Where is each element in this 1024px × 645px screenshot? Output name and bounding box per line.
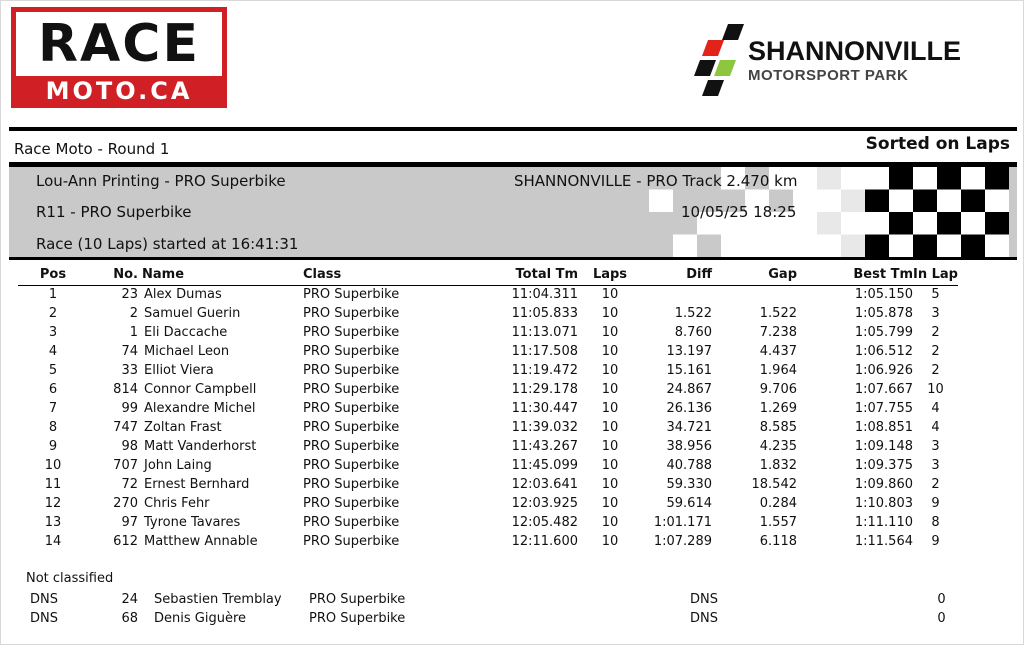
nc-cell-inlap: 0 [937,592,946,607]
sponsor-class: Lou-Ann Printing - PRO Superbike [36,172,286,190]
table-row [18,399,958,418]
flag-square [745,235,769,258]
cell-class: PRO Superbike [303,306,400,321]
nc-cell-empty [584,609,648,628]
cell-best: 1:09.148 [854,439,913,454]
col-laps: Laps [592,267,628,282]
cell-inlap: 10 [927,382,944,397]
flag-square [913,235,937,258]
cell-gap: 4.235 [759,439,797,454]
nc-cell-pos: DNS [30,592,58,607]
cell-diff: 59.614 [666,496,712,511]
cell-no: 747 [113,420,138,435]
nc-cell-class: PRO Superbike [309,611,406,626]
cell-name: Michael Leon [144,344,230,359]
cell-class: PRO Superbike [303,458,400,473]
cell-inlap: 3 [931,306,940,321]
nc-cell-empty [718,590,803,609]
cell-inlap: 9 [931,534,940,549]
cell-best: 1:09.860 [854,477,913,492]
flag-square [793,235,817,258]
cell-diff: 34.721 [666,420,712,435]
cell-pos: 9 [48,439,58,454]
cell-best: 1:06.926 [854,363,913,378]
cell-gap: 18.542 [751,477,797,492]
cell-no: 99 [121,401,138,416]
flag-square [985,212,1009,235]
cell-laps: 10 [601,439,619,454]
cell-diff: 8.760 [674,325,712,340]
shannonville-logo [690,24,1015,96]
flag-square [865,167,889,190]
nc-cell-empty [718,609,803,628]
cell-gap: 1.557 [759,515,797,530]
flag-square [793,190,817,213]
table-row [18,475,958,494]
cell-class: PRO Superbike [303,515,400,530]
nc-cell-empty [803,590,919,609]
flag-square [721,235,745,258]
race-start-info: Race (10 Laps) started at 16:41:31 [36,235,299,253]
flag-square [961,235,985,258]
sort-label: Sorted on Laps [865,134,1010,154]
cell-pos: 13 [44,515,62,530]
cell-total: 12:05.482 [511,515,578,530]
flag-square [889,190,913,213]
flag-square [841,167,865,190]
not-classified-table [18,590,964,628]
cell-total: 12:11.600 [511,534,578,549]
cell-name: Alexandre Michel [144,401,256,416]
cell-name: Matthew Annable [144,534,258,549]
cell-no: 74 [121,344,138,359]
flag-square [841,190,865,213]
flag-square [889,235,913,258]
cell-inlap: 5 [931,287,940,303]
cell-inlap: 9 [931,496,940,511]
results-table [18,267,958,551]
cell-total: 11:29.178 [511,382,578,397]
flag-square [817,212,841,235]
cell-inlap: 3 [931,439,940,454]
cell-pos: 11 [44,477,62,492]
cell-name: John Laing [144,458,212,473]
table-row [18,532,958,551]
flag-square [961,212,985,235]
cell-laps: 10 [601,325,619,340]
cell-total: 11:45.099 [511,458,578,473]
nc-cell-name: Sebastien Tremblay [154,592,282,607]
cell-name: Alex Dumas [144,287,222,303]
cell-diff: 40.788 [666,458,712,473]
cell-diff: 1:07.289 [653,534,712,549]
flag-square [985,190,1009,213]
cell-best: 1:06.512 [854,344,913,359]
table-row [18,513,958,532]
cell-total: 12:03.641 [511,477,578,492]
nc-cell-no: 68 [121,611,138,626]
cell-pos: 1 [48,287,58,303]
flag-square [865,235,889,258]
flag-square [769,235,793,258]
cell-diff [642,285,712,304]
event-title: Race Moto - Round 1 [14,140,170,158]
cell-diff: 13.197 [666,344,712,359]
cell-laps: 10 [601,306,619,321]
cell-gap: 8.585 [759,420,797,435]
cell-class: PRO Superbike [303,439,400,454]
cell-pos: 2 [48,306,58,321]
cell-name: Eli Daccache [144,325,228,340]
cell-no: 2 [129,306,138,321]
nc-row [18,590,964,609]
shannonville-flag-icon [690,24,748,96]
cell-pos: 5 [48,363,58,378]
race-moto-logo-top: RACE [38,14,200,74]
cell-gap: 6.118 [759,534,797,549]
table-row [18,342,958,361]
cell-total: 11:43.267 [511,439,578,454]
nc-cell-empty [459,609,584,628]
cell-no: 270 [113,496,138,511]
nc-cell-class: PRO Superbike [309,592,406,607]
table-row [18,361,958,380]
cell-pos: 12 [44,496,62,511]
race-id: R11 - PRO Superbike [36,203,192,221]
cell-best: 1:05.878 [854,306,913,321]
flag-square [865,212,889,235]
flag-square [937,235,961,258]
cell-name: Matt Vanderhorst [144,439,257,454]
cell-inlap: 2 [931,325,940,340]
flag-square [841,235,865,258]
cell-name: Samuel Guerin [144,306,241,321]
cell-best: 1:07.667 [854,382,913,397]
cell-name: Tyrone Tavares [144,515,241,530]
flag-square [913,190,937,213]
cell-laps: 10 [601,363,619,378]
cell-laps: 10 [601,515,619,530]
cell-pos: 14 [44,534,62,549]
cell-total: 11:30.447 [511,401,578,416]
flag-square [913,212,937,235]
nc-cell-diff: DNS [690,592,718,607]
flag-square [985,167,1009,190]
cell-diff: 59.330 [666,477,712,492]
col-diff: Diff [686,267,712,282]
cell-gap: 7.238 [759,325,797,340]
cell-class: PRO Superbike [303,477,400,492]
cell-gap: 0.284 [759,496,797,511]
cell-no: 1 [129,325,138,340]
race-moto-logo-bottom: MOTO.CA [45,77,193,105]
col-inlap: In Lap [913,267,958,282]
race-datetime: 10/05/25 18:25 [681,203,797,221]
cell-no: 707 [113,458,138,473]
nc-cell-empty [584,590,648,609]
flag-square [961,167,985,190]
col-gap: Gap [768,267,797,282]
cell-name: Connor Campbell [144,382,257,397]
cell-inlap: 8 [931,515,940,530]
table-row [18,418,958,437]
cell-gap: 4.437 [759,344,797,359]
table-row [18,437,958,456]
cell-total: 11:05.833 [511,306,578,321]
col-total: Total Tm [515,267,578,282]
flag-square [961,190,985,213]
nc-cell-no: 24 [121,592,138,607]
table-row [18,304,958,323]
cell-no: 23 [121,287,138,303]
cell-class: PRO Superbike [303,363,400,378]
nc-cell-empty [803,609,919,628]
cell-best: 1:07.755 [854,401,913,416]
cell-total: 11:17.508 [511,344,578,359]
cell-class: PRO Superbike [303,382,400,397]
cell-diff: 24.867 [666,382,712,397]
results-header-row [18,267,958,285]
cell-no: 814 [113,382,138,397]
flag-square [649,190,673,213]
nc-cell-name: Denis Giguère [154,611,246,626]
cell-best: 1:05.799 [854,325,913,340]
cell-laps: 10 [601,534,619,549]
table-row [18,494,958,513]
cell-gap: 1.522 [759,306,797,321]
race-moto-logo-inner [16,12,222,76]
cell-inlap: 2 [931,477,940,492]
cell-name: Ernest Bernhard [144,477,250,492]
nc-cell-diff: DNS [690,611,718,626]
cell-total: 11:39.032 [511,420,578,435]
nc-cell-inlap: 0 [937,611,946,626]
cell-laps: 10 [601,287,619,303]
flag-square [673,235,697,258]
cell-pos: 4 [48,344,58,359]
flag-square [817,167,841,190]
col-no: No. [113,267,138,282]
cell-total: 11:13.071 [511,325,578,340]
col-best: Best Tm [853,267,913,282]
cell-inlap: 4 [931,401,940,416]
flag-square [937,212,961,235]
cell-class: PRO Superbike [303,496,400,511]
top-rule [9,127,1017,131]
band-bottom-rule [9,257,1017,260]
flag-square [841,212,865,235]
col-pos: Pos [39,267,67,282]
nc-cell-empty [459,590,584,609]
cell-inlap: 2 [931,363,940,378]
cell-laps: 10 [601,477,619,492]
flag-square [817,190,841,213]
cell-pos: 3 [48,325,58,340]
cell-laps: 10 [601,382,619,397]
cell-laps: 10 [601,458,619,473]
cell-class: PRO Superbike [303,325,400,340]
flag-square [865,190,889,213]
cell-diff: 1:01.171 [653,515,712,530]
cell-best: 1:08.851 [854,420,913,435]
cell-name: Chris Fehr [144,496,210,511]
cell-gap: 9.706 [759,382,797,397]
col-name: Name [142,267,185,282]
flag-square [937,190,961,213]
flag-square [937,167,961,190]
col-class: Class [303,267,342,282]
track-info: SHANNONVILLE - PRO Track 2.470 km [514,172,798,190]
cell-diff: 38.956 [666,439,712,454]
cell-total: 11:19.472 [511,363,578,378]
table-row [18,380,958,399]
table-row [18,323,958,342]
cell-pos: 8 [48,420,58,435]
cell-name: Elliot Viera [144,363,214,378]
flag-square [985,235,1009,258]
cell-class: PRO Superbike [303,534,400,549]
flag-square [793,212,817,235]
cell-class: PRO Superbike [303,344,400,359]
cell-laps: 10 [601,420,619,435]
cell-no: 72 [121,477,138,492]
nc-row [18,609,964,628]
flag-square [913,167,937,190]
nc-cell-pos: DNS [30,611,58,626]
flag-square [889,212,913,235]
cell-no: 97 [121,515,138,530]
cell-diff: 15.161 [666,363,712,378]
cell-gap [712,285,797,304]
cell-laps: 10 [601,496,619,511]
race-moto-logo [11,7,227,108]
cell-best: 1:09.375 [854,458,913,473]
cell-pos: 6 [48,382,58,397]
cell-no: 98 [121,439,138,454]
results-body [18,285,958,551]
cell-class: PRO Superbike [303,401,400,416]
cell-laps: 10 [601,401,619,416]
cell-diff: 1.522 [674,306,712,321]
cell-inlap: 2 [931,344,940,359]
cell-gap: 1.964 [759,363,797,378]
cell-no: 33 [121,363,138,378]
flag-square [889,167,913,190]
cell-total: 12:03.925 [511,496,578,511]
flag-square [817,235,841,258]
cell-best: 1:11.110 [854,515,913,530]
cell-laps: 10 [601,344,619,359]
shannonville-name: SHANNONVILLE [748,36,962,66]
cell-inlap: 3 [931,458,940,473]
cell-no: 612 [113,534,138,549]
race-info-band [9,167,1017,257]
cell-best: 1:11.564 [854,534,913,549]
cell-pos: 7 [48,401,58,416]
not-classified-body [18,590,964,628]
cell-gap: 1.832 [759,458,797,473]
not-classified-label: Not classified [26,571,114,586]
cell-gap: 1.269 [759,401,797,416]
cell-class: PRO Superbike [303,420,400,435]
cell-inlap: 4 [931,420,940,435]
cell-class: PRO Superbike [303,287,400,303]
cell-best: 1:05.150 [854,287,913,303]
cell-best: 1:10.803 [854,496,913,511]
cell-total: 11:04.311 [511,287,578,303]
cell-pos: 10 [44,458,62,473]
cell-name: Zoltan Frast [144,420,222,435]
table-row [18,456,958,475]
shannonville-sub: MOTORSPORT PARK [748,67,909,84]
table-row [18,285,958,304]
cell-diff: 26.136 [666,401,712,416]
